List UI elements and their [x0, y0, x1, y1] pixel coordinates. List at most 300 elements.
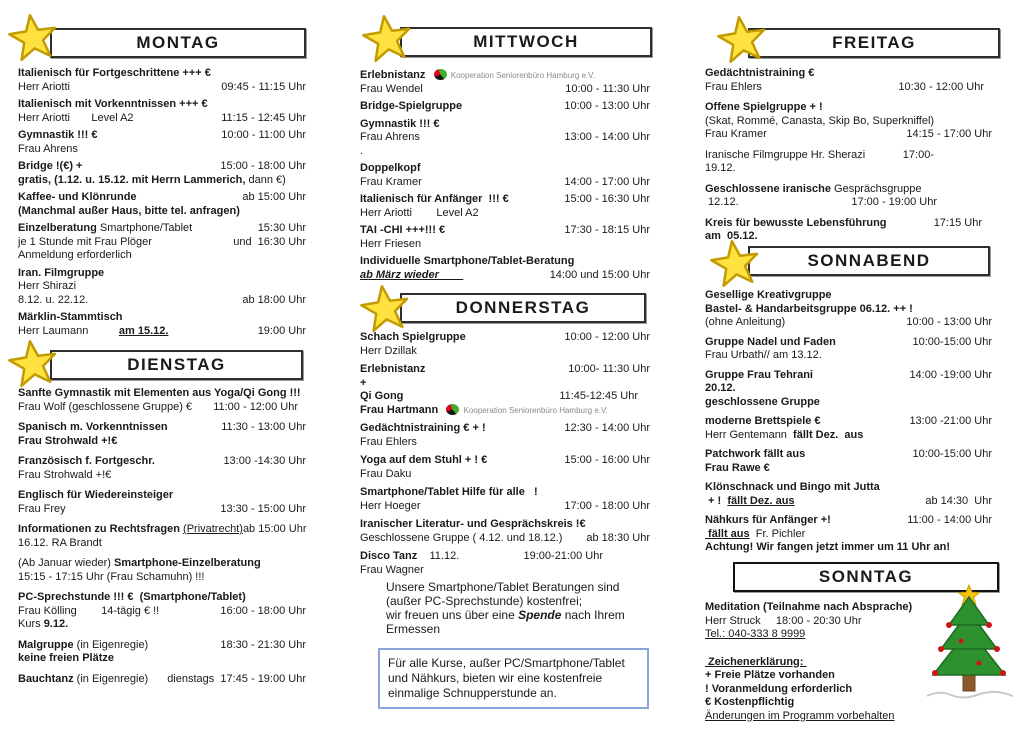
event-text [18, 503, 66, 517]
text-segment: Märklin-Stammtisch [18, 311, 123, 323]
event-time: 15:30 Uhr [257, 222, 306, 234]
text-segment: Italienisch für Fortgeschrittene +++ € [18, 67, 211, 79]
text-segment: 19.12. [705, 162, 736, 174]
text-segment: (außer PC-Sprechstunde) kostenfrei; [386, 594, 583, 608]
event-text [360, 564, 424, 578]
text-segment: Gymnastik !!! € [18, 129, 98, 141]
text-segment: Herr Ariotti [18, 80, 70, 93]
event-text [18, 98, 208, 112]
text-segment: Iran. Filmgruppe [18, 266, 105, 279]
event [18, 639, 306, 666]
text-segment: 9.12. [43, 618, 69, 630]
event-text [388, 671, 602, 686]
event-text [705, 382, 736, 396]
event-text [18, 67, 211, 81]
text-segment: fällt Dez. aus [793, 428, 864, 441]
event [705, 149, 992, 176]
event-text [360, 238, 421, 252]
text-segment: Doppelkopf [360, 162, 421, 174]
text-segment: Disco Tanz [360, 550, 418, 562]
event-text [705, 183, 921, 197]
event-line [18, 143, 306, 157]
event-time: 14:00 - 17:00 Uhr [564, 175, 650, 188]
event-text [18, 618, 68, 632]
trial-lesson-note [378, 648, 649, 709]
event-line [388, 671, 639, 686]
text-segment: (Ab Januar wieder) [18, 557, 114, 569]
event-line [705, 67, 992, 81]
text-segment: Zeichenerklärung: [705, 655, 807, 668]
event-time: 19:00-21:00 Uhr [523, 550, 603, 562]
event [705, 514, 992, 555]
day-title-donnerstag: DONNERSTAG [455, 298, 591, 317]
event-text [360, 436, 417, 450]
event-text [705, 349, 822, 363]
text-segment: dann €) [245, 173, 286, 186]
text-segment: und Nähkurs, bieten wir eine kostenfreie [388, 671, 603, 685]
text-segment: 15:15 - 17:15 Uhr (Frau Schamuhn) !!! [18, 570, 205, 583]
event [18, 673, 306, 687]
event [18, 421, 306, 448]
event-line [360, 145, 650, 159]
text-segment: Frau Frey [18, 502, 66, 515]
event-time: 10:00 - 13:00 Uhr [906, 316, 992, 328]
event-line [18, 523, 306, 537]
event-text [360, 255, 574, 269]
event-line [18, 469, 306, 483]
event-line [18, 605, 306, 619]
event-text [360, 518, 586, 532]
event-text [18, 469, 111, 483]
event [18, 67, 306, 94]
event-line [705, 183, 992, 197]
text-segment: Frau Strohwald +!€ [18, 468, 112, 481]
text-segment: 05.12. [727, 230, 758, 242]
event-text [705, 462, 770, 476]
event-text [705, 448, 805, 462]
day-section-freitag [705, 28, 992, 251]
event-time: 14:00 und 15:00 Uhr [549, 268, 650, 281]
text-segment: Bridge-Spielgruppe [360, 100, 463, 112]
event-text [360, 69, 595, 83]
event-text [360, 363, 425, 377]
event-text [705, 396, 820, 410]
event-text [360, 100, 462, 114]
text-segment: Fr. Pichler [749, 527, 806, 540]
event-line [386, 594, 648, 608]
text-segment: Gruppe Frau Tehrani [705, 368, 813, 381]
text-segment: Herr Ariotti Level A2 [360, 206, 479, 219]
event [360, 486, 650, 513]
star-icon [5, 9, 61, 65]
text-segment: (Skat, Rommé, Canasta, Skip Bo, Superkniffel) [705, 114, 935, 127]
event-line [360, 564, 650, 578]
day-events-montag [18, 67, 306, 338]
event-text [360, 550, 459, 564]
event-text [705, 481, 880, 495]
text-segment: Frau Ehlers [360, 435, 417, 448]
event-text [360, 269, 463, 283]
event-text [386, 622, 440, 636]
event [360, 224, 650, 251]
event [360, 69, 650, 96]
event-time: ab 15:00 Uhr [242, 523, 307, 535]
text-segment: + [360, 376, 367, 389]
event [18, 311, 306, 338]
text-segment: Nähkurs für Anfänger +! [705, 514, 831, 526]
event [705, 369, 992, 410]
event-text [18, 112, 134, 126]
event-line [360, 486, 650, 500]
text-segment: 8.12. u. 22.12. [18, 293, 89, 306]
text-segment: Smartphone/Tablet [96, 222, 193, 234]
text-segment: Herr Struck 18:00 - 20:30 Uhr [705, 614, 862, 627]
event-line [18, 387, 306, 401]
event-line [388, 656, 639, 671]
event-text [705, 415, 821, 429]
event [705, 481, 992, 508]
event-time: 17:30 - 18:15 Uhr [564, 224, 650, 236]
event-line [705, 710, 992, 724]
event-line [705, 149, 992, 163]
event-text [705, 656, 806, 670]
event-line [18, 489, 306, 503]
text-segment: Frau Daku [360, 467, 412, 480]
event [18, 267, 306, 308]
star-icon [359, 10, 415, 66]
event-line [360, 224, 650, 238]
event-line [705, 349, 992, 363]
text-segment: + Freie Plätze vorhanden [705, 669, 835, 681]
event-text [18, 174, 286, 188]
event-time: und 16:30 Uhr [233, 235, 306, 248]
day-title-sonntag: SONNTAG [818, 567, 914, 586]
event-text [705, 162, 736, 176]
text-segment: fällt Dez. aus [727, 494, 795, 507]
event [360, 331, 650, 358]
text-segment: geschlossene Gruppe [705, 395, 820, 408]
event [360, 550, 650, 577]
text-segment: moderne Brettspiele € [705, 415, 821, 427]
event-text [18, 222, 192, 236]
text-segment: Frau Ahrens [360, 131, 420, 143]
event [705, 67, 992, 94]
event [360, 363, 650, 417]
text-segment: Änderungen im Programm vorbehalten [705, 709, 895, 722]
event-line [18, 191, 306, 205]
event-line [705, 541, 992, 555]
event-time: 10:00 - 13:00 Uhr [564, 100, 650, 112]
event-text [388, 686, 557, 701]
event [705, 183, 992, 210]
day-header-sonnabend [748, 246, 990, 276]
event-time: 19:00 Uhr [257, 324, 306, 337]
day-header-freitag [748, 28, 1000, 58]
text-segment: Offene Spielgruppe + ! [705, 101, 823, 113]
day-title-freitag: FREITAG [832, 33, 916, 52]
text-segment: Unsere Smartphone/Tablet Beratungen sind [386, 580, 620, 594]
event-text [705, 81, 762, 95]
text-segment: Iranische Filmgruppe Hr. Sherazi [705, 148, 866, 161]
christmas-tree-image [925, 583, 1013, 705]
text-segment: Herr Dzillak [360, 344, 417, 357]
event-line [360, 390, 650, 404]
event-text [705, 217, 887, 231]
event [705, 336, 992, 363]
event-time: 14:15 - 17:00 Uhr [906, 128, 992, 140]
event-time: 10:00 - 12:00 Uhr [564, 331, 650, 343]
text-segment: Yoga auf dem Stuhl + ! € [360, 454, 488, 466]
event-time: 11:15 - 12:45 Uhr [221, 111, 306, 124]
event-text [18, 557, 261, 571]
day-section-donnerstag [360, 293, 650, 582]
event-text [360, 532, 562, 546]
event-text [18, 191, 137, 205]
day-events-freitag [705, 67, 992, 244]
text-segment: Frau Kramer [705, 128, 767, 140]
event-time: ab 18:30 Uhr [586, 531, 650, 544]
event-line [360, 454, 650, 468]
event-text [18, 81, 70, 95]
text-segment: Qi Gong [360, 390, 404, 402]
event-line [18, 81, 306, 95]
text-segment: 16.12. RA Brandt [18, 536, 102, 549]
spende-note [386, 580, 648, 636]
event-line [18, 557, 306, 571]
event [360, 518, 650, 545]
text-segment: Italienisch mit Vorkenntnissen +++ € [18, 98, 208, 110]
event-line [386, 622, 648, 636]
text-segment: Anmeldung erforderlich [18, 249, 132, 261]
event-text [360, 193, 509, 207]
event-text [705, 495, 795, 509]
text-segment: Geschlossene Gruppe ( 4.12. und 18.12.) [360, 531, 563, 544]
day-events-donnerstag [360, 331, 650, 577]
event-line [705, 415, 992, 429]
event [360, 422, 650, 449]
event-text [705, 541, 950, 555]
event-text [360, 454, 487, 468]
event-text [18, 605, 159, 619]
event-time: 18:30 - 21:30 Uhr [220, 638, 306, 651]
event-time: 17:00- [902, 148, 934, 161]
event-time: 09:45 - 11:15 Uhr [221, 80, 306, 93]
text-segment: Kooperation Seniorenbüro Hamburg e.V. [461, 405, 608, 415]
event-line [18, 174, 306, 188]
event-text [360, 345, 417, 359]
event-line [705, 101, 992, 115]
text-segment: Sanfte Gymnastik mit Elementen aus Yoga/Qi Gong !!! [18, 387, 301, 399]
event-time: 13:00 -21:00 Uhr [909, 415, 992, 427]
text-segment: Kaffee- und Klönrunde [18, 191, 137, 203]
event-text [18, 236, 152, 250]
event-text [705, 696, 794, 710]
text-segment: Spanisch m. Vorkenntnissen [18, 421, 168, 433]
event-text [360, 486, 538, 500]
event-line [360, 468, 650, 482]
text-segment: 12.12. [705, 196, 739, 208]
day-title-mittwoch: MITTWOCH [473, 32, 579, 51]
event-line [360, 377, 650, 391]
text-segment: gratis, (1.12. u. 15.12. mit Herrn Lammerich, [18, 173, 246, 186]
event-line [18, 129, 306, 143]
event-line [360, 363, 650, 377]
event-line [705, 217, 992, 231]
text-segment: Frau Kölling 14-tägig € !! [18, 604, 160, 617]
day-header-donnerstag [400, 293, 646, 323]
event-text [18, 143, 78, 157]
event-text [360, 83, 423, 97]
event-line [705, 495, 992, 509]
event-text [705, 683, 852, 697]
event-line [18, 222, 306, 236]
trial-lesson-note-lines [388, 656, 639, 701]
event-line [360, 193, 650, 207]
text-segment: Smartphone-Einzelberatung [114, 557, 261, 569]
event-line [360, 207, 650, 221]
event [705, 101, 992, 142]
event [18, 129, 306, 156]
event-time: 17:00 - 19:00 Uhr [851, 196, 937, 208]
event-line [360, 345, 650, 359]
event-time: 16:00 - 18:00 Uhr [220, 604, 306, 617]
event-line [705, 316, 992, 330]
day-header-dienstag [50, 350, 303, 380]
text-segment: Smartphone/Tablet Hilfe für alle ! [360, 486, 538, 498]
event-text [705, 669, 835, 683]
event-line [18, 249, 306, 263]
event-time: 15:00 - 16:30 Uhr [564, 193, 650, 205]
event-line [18, 503, 306, 517]
event-line [360, 69, 650, 83]
event-text [360, 118, 439, 132]
text-segment: Meditation (Teilnahme nach Absprache) [705, 601, 913, 613]
event-text [360, 404, 608, 418]
event-time: 10:00-15:00 Uhr [912, 335, 992, 348]
event-text [705, 710, 895, 724]
event-text [386, 580, 619, 594]
event-line [360, 131, 650, 145]
event-time: 12:30 - 14:00 Uhr [564, 422, 650, 434]
text-segment: PC-Sprechstunde !!! € (Smartphone/Tablet) [18, 591, 246, 603]
event-time: 10:00 - 11:00 Uhr [221, 129, 306, 141]
event [18, 523, 306, 550]
event-text [360, 131, 420, 145]
event-text [18, 267, 104, 281]
day-section-montag [18, 28, 306, 342]
event-text [18, 421, 168, 435]
event-line [386, 608, 648, 622]
event-text [18, 249, 132, 263]
event-text [705, 369, 813, 383]
text-segment: fällt aus [705, 527, 750, 540]
event-time: 17:00 - 18:00 Uhr [564, 499, 650, 512]
event-line [18, 280, 306, 294]
text-segment: Informationen zu Rechtsfragen [18, 523, 184, 535]
event-text [360, 377, 366, 391]
event-line [705, 448, 992, 462]
event-text [18, 571, 204, 585]
event-text [18, 652, 114, 666]
event-line [360, 404, 650, 418]
text-segment: Herr Friesen [360, 237, 422, 250]
text-segment: Herr Shirazi [18, 280, 77, 292]
event-text [18, 294, 88, 308]
event-line [360, 83, 650, 97]
event-line [360, 331, 650, 345]
event-line [360, 238, 650, 252]
text-segment: Kooperation Seniorenbüro Hamburg e.V. [448, 71, 595, 80]
text-segment: 11.12. [417, 550, 460, 562]
event-time: ab 18:00 Uhr [242, 293, 306, 306]
event-text [18, 435, 117, 449]
event-text [705, 514, 831, 528]
event-line [18, 591, 306, 605]
event-line [360, 118, 650, 132]
event-text [705, 601, 912, 615]
event-line [705, 162, 992, 176]
event [360, 193, 650, 220]
event-time: 10:30 - 12:00 Uhr [898, 80, 984, 93]
event-text [360, 468, 411, 482]
event-line [705, 289, 992, 303]
event-text [18, 160, 82, 174]
event-text [705, 128, 767, 142]
event-time: ab 14:30 Uhr [925, 494, 992, 507]
event-text [705, 115, 934, 129]
text-segment: € Kostenpflichtig [705, 696, 795, 708]
text-segment: je 1 Stunde mit Frau Plöger [18, 235, 152, 248]
event-line [360, 550, 650, 564]
event-line [18, 537, 306, 551]
text-segment: Frau Wolf (geschlossene Gruppe) € [18, 400, 193, 413]
event-time: 13:00 -14:30 Uhr [223, 455, 306, 467]
text-segment: Frau Kramer [360, 175, 422, 188]
text-segment: Frau Ahrens [18, 142, 78, 155]
text-segment: (Privatrecht) [183, 523, 243, 535]
event [705, 289, 992, 330]
event-line [705, 382, 992, 396]
event [360, 100, 650, 114]
event-line [705, 369, 992, 383]
event-text [18, 311, 123, 325]
text-segment: (ohne Anleitung) [705, 316, 786, 328]
event-text [18, 591, 246, 605]
text-segment: Herr Gentemann [705, 428, 794, 441]
text-segment: Frau Ehlers [705, 80, 762, 93]
text-segment: . [360, 144, 364, 157]
event-line [18, 618, 306, 632]
event-text [360, 224, 445, 238]
text-segment: (Manchmal außer Haus, bitte tel. anfragen) [18, 204, 240, 217]
event-text [18, 673, 148, 687]
text-segment: Erlebnistanz [360, 363, 426, 375]
text-segment: Frau Rawe € [705, 461, 770, 474]
event [18, 98, 306, 125]
event-line [18, 205, 306, 219]
event-line [386, 580, 648, 594]
text-segment: wir freuen uns über eine [386, 608, 519, 622]
event-line [705, 528, 992, 542]
text-segment: Geschlossene iranische [705, 182, 835, 195]
event [18, 222, 306, 263]
event-line [705, 514, 992, 528]
event-line [705, 81, 992, 95]
event-text [388, 656, 625, 671]
event-time: 10:00-15:00 Uhr [912, 448, 992, 460]
event-text [705, 289, 832, 303]
event [360, 255, 650, 282]
